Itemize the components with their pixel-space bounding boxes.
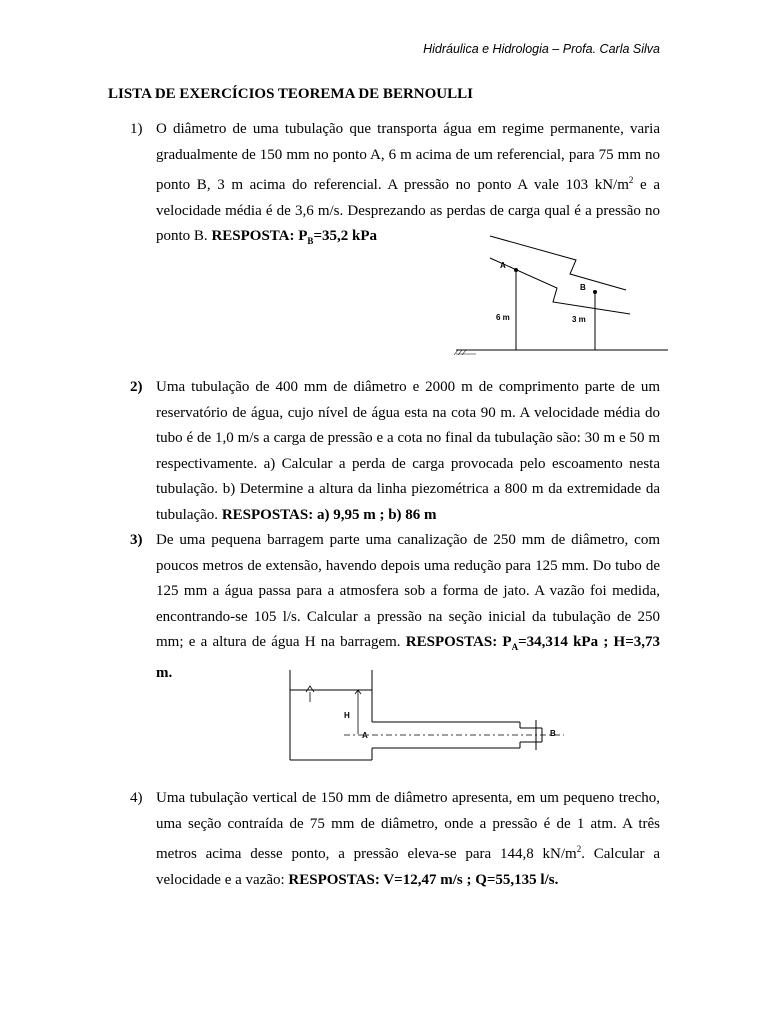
question-number: 4): [130, 790, 143, 806]
question-2: [108, 375, 660, 528]
answer: RESPOSTAS: $P_A=34,314$ kPa ; H=3,73 m.: [156, 634, 660, 681]
label-b: B: [550, 729, 556, 738]
question-4: [108, 786, 660, 893]
question-text: Uma tubulação de 400 mm de diâmetro e 2000 m de comprimento parte de um reservatório de água, cujo nível de água esta na cota 90 m. A velocidade média do tubo é de 1,0 m/s a carga de pressão e a cota no final da tubulação são: 30 m e 50 m respectivamente. a) Calcular a perda de carga provocada pelo escoamento nesta tubulação. b) Determine a altura da linha piezométrica a 800 m da extremidade da tubulação. RESPOSTAS: a) 9,95 m ; b) 86 m: [156, 379, 660, 523]
label-a: A: [362, 731, 368, 740]
question-number: 2): [130, 379, 143, 395]
question-3: [108, 528, 660, 686]
page-title: LISTA DE EXERCÍCIOS TEOREMA DE BERNOULLI: [108, 86, 473, 102]
question-number: 1): [130, 121, 143, 137]
label-height-b: 3 m: [572, 315, 586, 324]
question-number: 3): [130, 532, 143, 548]
point-b-marker: [593, 290, 597, 294]
label-height-a: 6 m: [496, 313, 510, 322]
label-h: H: [344, 711, 350, 720]
answer: RESPOSTAS: V=12,47 m/s ; Q=55,135 l/s.: [288, 871, 559, 888]
point-a-marker: [514, 268, 518, 272]
question-text: Uma tubulação vertical de 150 mm de diâmetro apresenta, em um pequeno trecho, uma seção contraída de 75 mm de diâmetro, onde a pressão é de 1 atm. A três metros acima desse ponto, a pressão eleva-se para 144,8 $kN/m^2$. Calcular a velocidade e a vazão: RESPOSTAS: V=12,47 m/s ; Q=55,135 l/s.: [156, 790, 661, 888]
answer: RESPOSTA: $P_B=35,2$ kPa: [211, 228, 377, 246]
page-header: Hidráulica e Hidrologia – Profa. Carla Silva: [423, 42, 660, 56]
question-text: De uma pequena barragem parte uma canalização de 250 mm de diâmetro, com poucos metros de extensão, havendo depois uma redução para 125 mm. Do tubo de 125 mm a água passa para a atmosfera sob a forma de jato. A vazão foi medida, encontrando-se 105 l/s. Calcular a pressão na seção inicial da tubulação de 250 mm; e a altura de água H na barragem. RESPOSTAS: $P_A=34,314$ kPa ; H=3,73 m.: [156, 532, 660, 681]
figure-reservoir: [284, 668, 574, 768]
label-a: A: [500, 261, 506, 270]
label-b: B: [580, 283, 586, 292]
answer: RESPOSTAS: a) 9,95 m ; b) 86 m: [221, 506, 437, 523]
question-text: O diâmetro de uma tubulação que transporta água em regime permanente, varia gradualmente de 150 mm no ponto A, 6 m acima de um referencial, para 75 mm no ponto B, 3 m acima do referencial. A pressão no ponto A vale 103 $kN/m^2$ e a velocidade média é de 3,6 m/s. Desprezando as perdas de carga qual é a pressão no ponto B. RESPOSTA: $P_B=35,2$ kPa: [156, 121, 660, 246]
figure-pipe-ab: [440, 228, 672, 360]
